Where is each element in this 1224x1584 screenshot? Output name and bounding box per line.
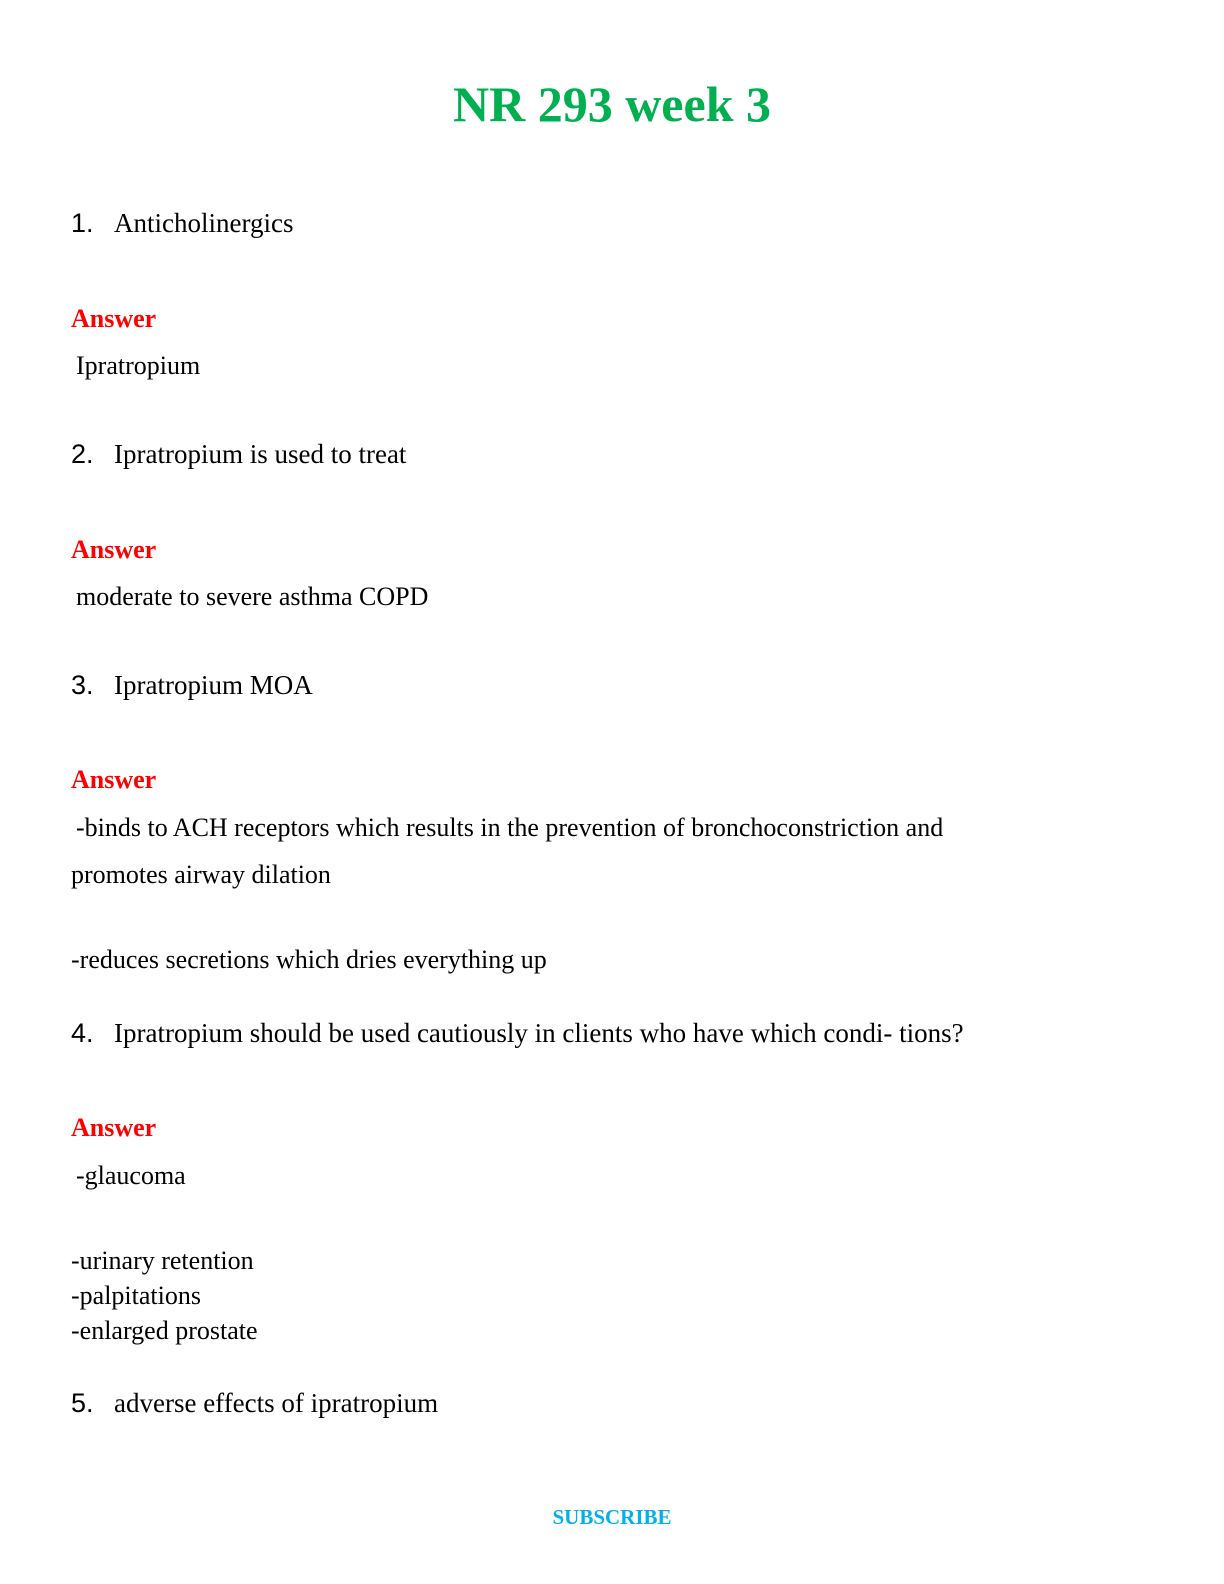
answer-text: -urinary retention	[71, 1246, 254, 1275]
page-title: NR 293 week 3	[452, 76, 772, 132]
answer-label: Answer	[71, 1113, 157, 1142]
answer-label: Answer	[71, 304, 157, 333]
question-number: 1.	[71, 208, 94, 238]
answer-text: -glaucoma	[76, 1161, 186, 1190]
answer-label: Answer	[71, 765, 157, 794]
question-text: Anticholinergics	[114, 208, 294, 238]
answer-text: -enlarged prostate	[71, 1316, 258, 1345]
question-number: 5.	[71, 1388, 94, 1418]
question-text: Ipratropium is used to treat	[114, 439, 407, 469]
subscribe-link[interactable]: SUBSCRIBE	[552, 1505, 672, 1529]
answer-text: moderate to severe asthma COPD	[76, 582, 429, 611]
answer-text: promotes airway dilation	[71, 860, 331, 889]
question-text: Ipratropium should be used cautiously in clients who have which condi- tions?	[114, 1018, 964, 1048]
answer-text: -binds to ACH receptors which results in the prevention of bronchoconstriction and	[76, 813, 944, 842]
answer-label: Answer	[71, 535, 157, 564]
question-text: Ipratropium MOA	[114, 670, 313, 700]
question-number: 4.	[71, 1018, 94, 1048]
question-text: adverse effects of ipratropium	[114, 1388, 439, 1418]
question-number: 3.	[71, 670, 94, 700]
question-number: 2.	[71, 439, 94, 469]
answer-text: Ipratropium	[76, 351, 201, 380]
answer-text: -palpitations	[71, 1281, 201, 1310]
answer-text: -reduces secretions which dries everything up	[71, 945, 547, 974]
